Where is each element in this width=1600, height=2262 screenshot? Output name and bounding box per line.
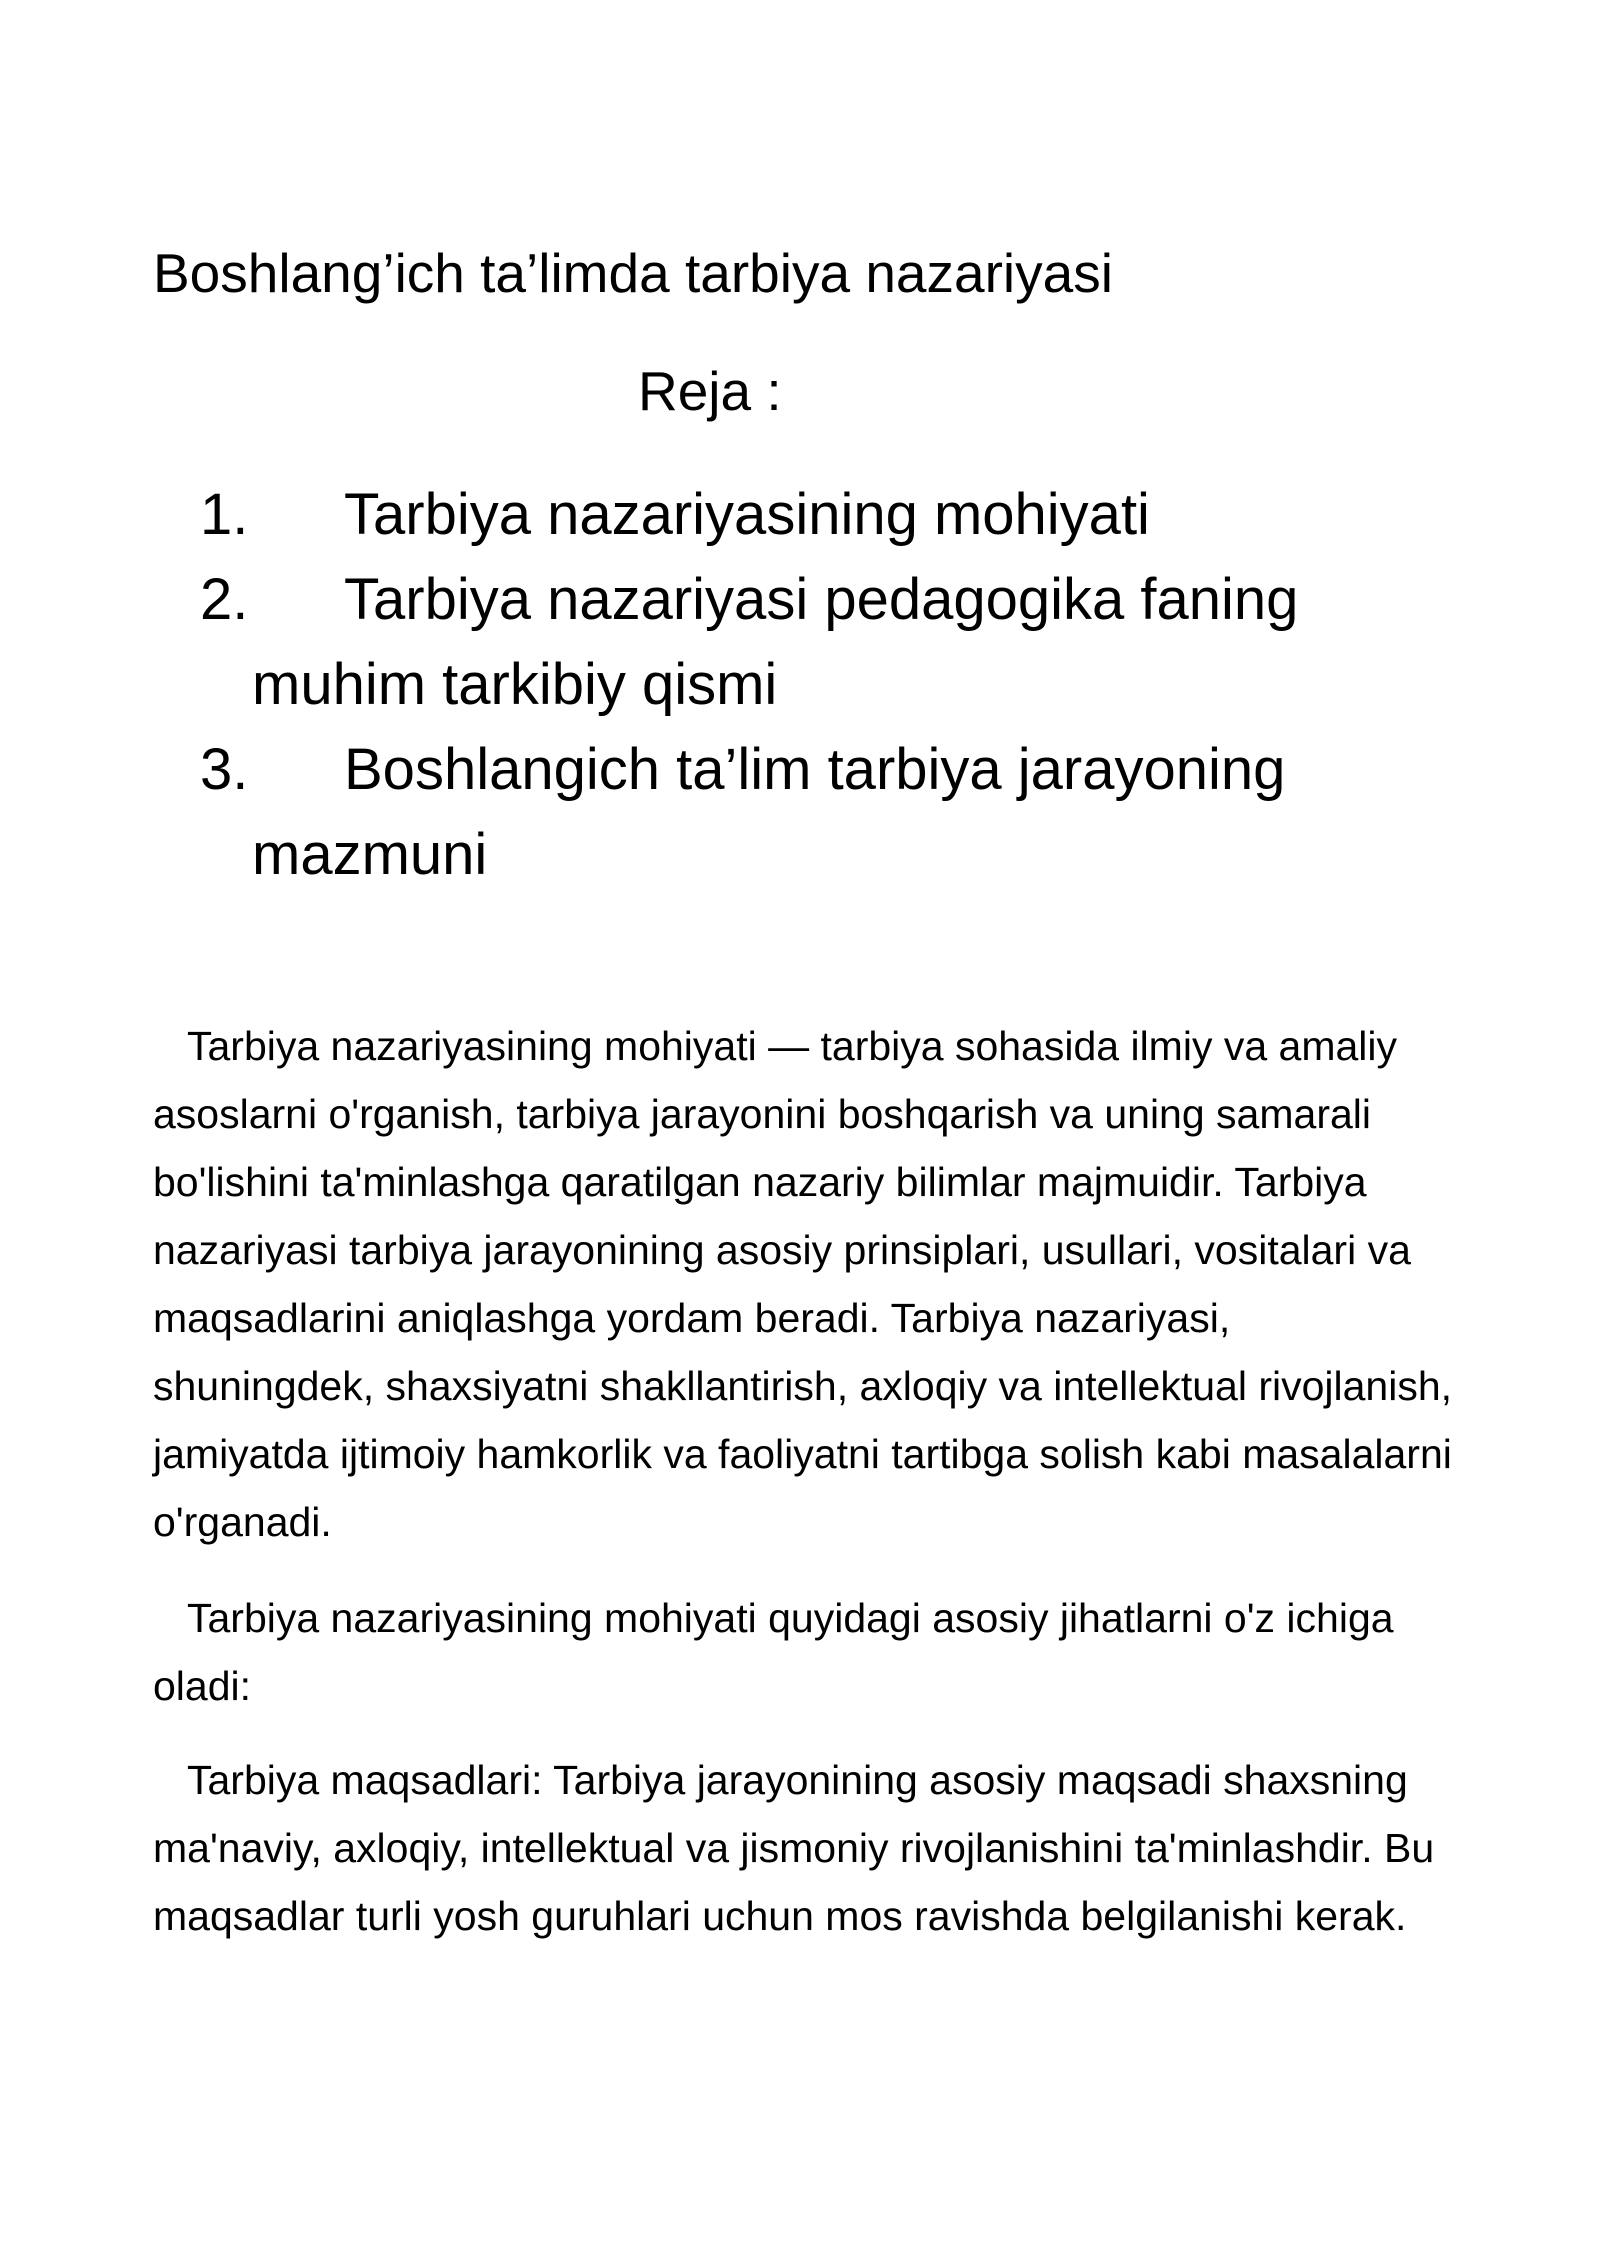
plan-item-text: Tarbiya nazariyasi pedagogika faning muhim tarkibiy qismi — [252, 567, 1299, 717]
plan-item-3 — [200, 727, 1450, 897]
plan-heading: Reja : — [638, 360, 782, 422]
plan-item-1 — [200, 472, 1450, 557]
document-title: Boshlang’ich ta’limda tarbiya nazariyasi — [153, 242, 1113, 304]
plan-item-number: 1. — [200, 482, 249, 547]
paragraph-aspects-intro: Tarbiya nazariyasining mohiyati quyidagi asosiy jihatlarni o'z ichiga oladi: — [153, 1595, 1394, 1709]
paragraph-goals: Tarbiya maqsadlari: Tarbiya jarayonining asosiy maqsadi shaxsning ma'naviy, axloqiy, intellektual va jismoniy rivojlanishini ta'minlashdir. Bu maqsadlar turli yosh guruhlari uchun mos ravishda belgilanishi kerak. — [153, 1757, 1435, 1939]
plan-item-2 — [200, 557, 1450, 727]
plan-item-text: Tarbiya nazariyasining mohiyati — [344, 482, 1150, 547]
plan-list — [200, 472, 1450, 897]
paragraph-essence: Tarbiya nazariyasining mohiyati — tarbiya sohasida ilmiy va amaliy asoslarni o'rganish, tarbiya jarayonini boshqarish va uning samarali bo'lishini ta'minlashga qaratilgan nazariy bilimlar majmuidir. Tarbiya nazariyasi tarbiya jarayonining asosiy prinsiplari, usullari, vositalari va maqsadlarini aniqlashga yordam beradi. Tarbiya nazariyasi, shuningdek, shaxsiyatni shakllantirish, axloqiy va intellektual rivojlanish, jamiyatda ijtimoiy hamkorlik va faoliyatni tartibga solish kabi masalalarni o'rganadi. — [153, 1023, 1453, 1545]
plan-item-number: 3. — [200, 737, 249, 802]
plan-item-text: Boshlangich ta’lim tarbiya jarayoning mazmuni — [252, 737, 1286, 887]
plan-item-number: 2. — [200, 567, 249, 632]
